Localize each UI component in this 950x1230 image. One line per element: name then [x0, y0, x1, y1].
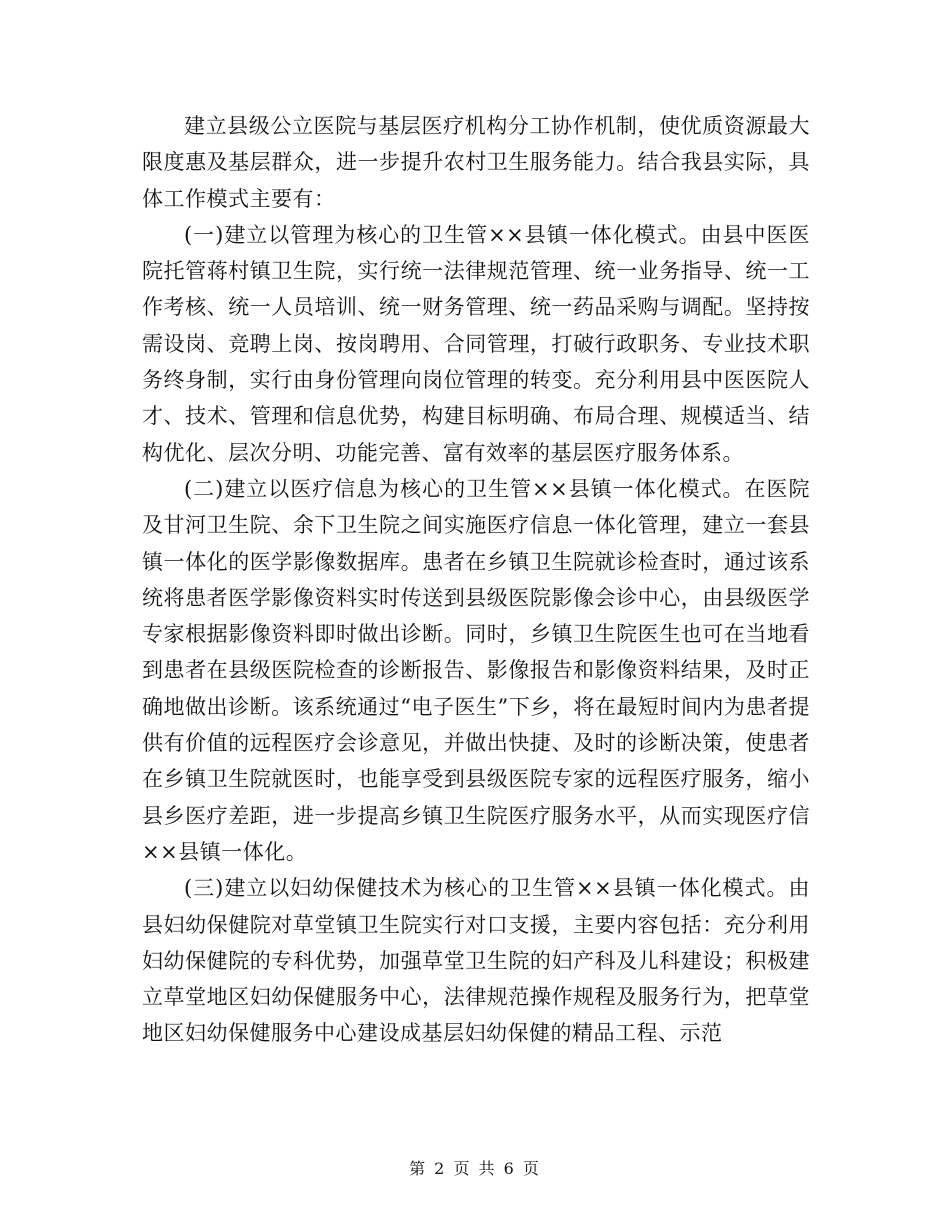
- paragraph-intro: 建立县级公立医院与基层医疗机构分工协作机制，使优质资源最大限度惠及基层群众，进一步提升农村卫生服务能力。结合我县实际，具体工作模式主要有：: [142, 114, 810, 211]
- page-number-footer: 第 2 页 共 6 页: [409, 1159, 541, 1178]
- paragraph-section-1: (一)建立以管理为核心的卫生管××县镇一体化模式。由县中医医院托管蒋村镇卫生院，实行统一法律规范管理、统一业务指导、统一工作考核、统一人员培训、统一财务管理、统一药品采购与调配。坚持按需设岗、竞聘上岗、按岗聘用、合同管理，打破行政职务、专业技术职务终身制，实行由身份管理向岗位管理的转变。充分利用县中医医院人才、技术、管理和信息优势，构建目标明确、布局合理、规模适当、结构优化、层次分明、功能完善、富有效率的基层医疗服务体系。: [142, 222, 810, 465]
- paragraph-section-3: (三)建立以妇幼保健技术为核心的卫生管××县镇一体化模式。由县妇幼保健院对草堂镇卫生院实行对口支援，主要内容包括：充分利用妇幼保健院的专科优势，加强草堂卫生院的妇产科及儿科建设；积极建立草堂地区妇幼保健服务中心，法律规范操作规程及服务行为，把草堂地区妇幼保健服务中心建设成基层妇幼保健的精品工程、示范: [142, 876, 810, 1046]
- document-body: [142, 108, 810, 1052]
- paragraph-section-2: (二)建立以医疗信息为核心的卫生管××县镇一体化模式。在医院及甘河卫生院、余下卫生院之间实施医疗信息一体化管理，建立一套县镇一体化的医学影像数据库。患者在乡镇卫生院就诊检查时，通过该系统将患者医学影像资料实时传送到县级医院影像会诊中心，由县级医学专家根据影像资料即时做出诊断。同时，乡镇卫生院医生也可在当地看到患者在县级医院检查的诊断报告、影像报告和影像资料结果，及时正确地做出诊断。该系统通过“电子医生”下乡，将在最短时间内为患者提供有价值的远程医疗会诊意见，并做出快捷、及时的诊断决策，使患者在乡镇卫生院就医时，也能享受到县级医院专家的远程医疗服务，缩小县乡医疗差距，进一步提高乡镇卫生院医疗服务水平，从而实现医疗信××县镇一体化。: [142, 476, 810, 864]
